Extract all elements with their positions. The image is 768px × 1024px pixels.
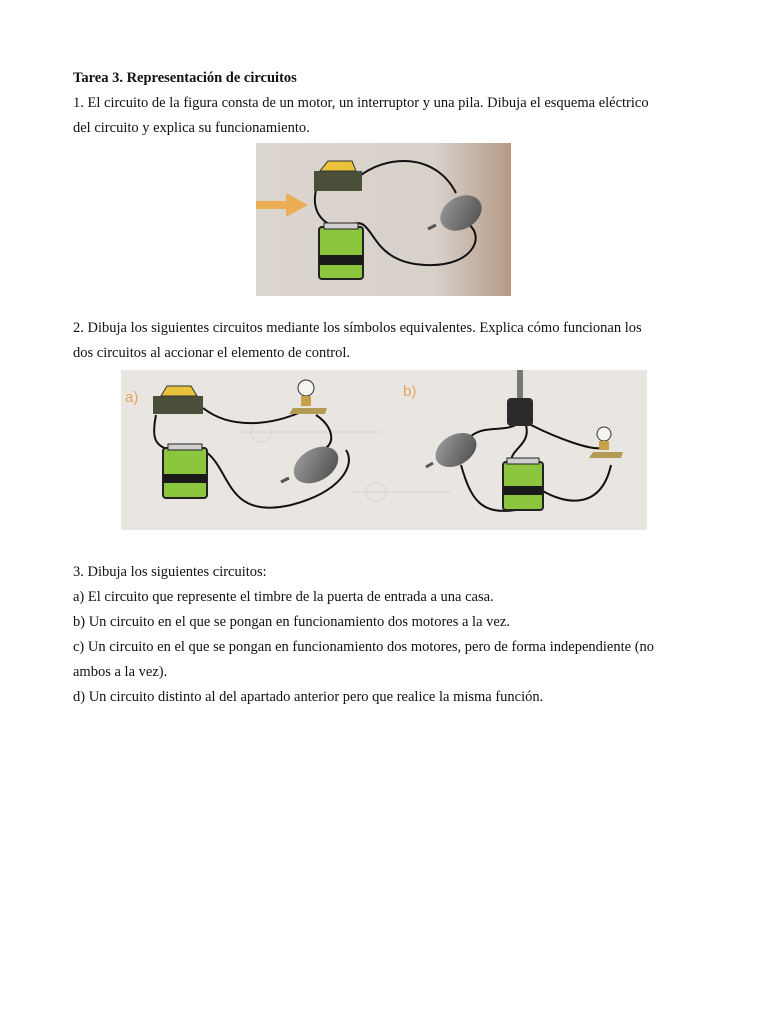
page-content	[73, 66, 697, 141]
label-a: a)	[125, 389, 139, 406]
question-3-c-line-1: c) Un circuito en el que se pongan en funcionamiento dos motores, pero de forma independiente (no	[73, 639, 655, 655]
question-2	[73, 316, 697, 366]
page-title: Tarea 3. Representación de circuitos	[73, 70, 297, 86]
label-b: b)	[403, 383, 417, 400]
question-1-line-2: del circuito y explica su funcionamiento.	[73, 120, 310, 136]
question-3-b: b) Un circuito en el que se pongan en funcionamiento dos motores a la vez.	[73, 614, 510, 630]
figure-circuits-2	[121, 370, 647, 530]
battery-icon	[503, 458, 543, 510]
question-3-intro: 3. Dibuja los siguientes circuitos:	[73, 564, 267, 580]
question-3-d: d) Un circuito distinto al del apartado anterior pero que realice la misma función.	[73, 689, 544, 705]
question-3	[73, 560, 713, 710]
battery-icon	[319, 223, 363, 279]
question-1-line-1: 1. El circuito de la figura consta de un motor, un interruptor y una pila. Dibuja el esquema eléctrico	[73, 95, 649, 111]
battery-icon	[163, 444, 207, 498]
question-2-line-1: 2. Dibuja los siguientes circuitos mediante los símbolos equivalentes. Explica cómo funcionan los	[73, 320, 642, 336]
question-2-line-2: dos circuitos al accionar el elemento de control.	[73, 345, 351, 361]
question-3-a: a) El circuito que represente el timbre de la puerta de entrada a una casa.	[73, 589, 494, 605]
figure-circuit-1	[256, 143, 511, 296]
question-3-c-line-2: ambos a la vez).	[73, 664, 168, 680]
